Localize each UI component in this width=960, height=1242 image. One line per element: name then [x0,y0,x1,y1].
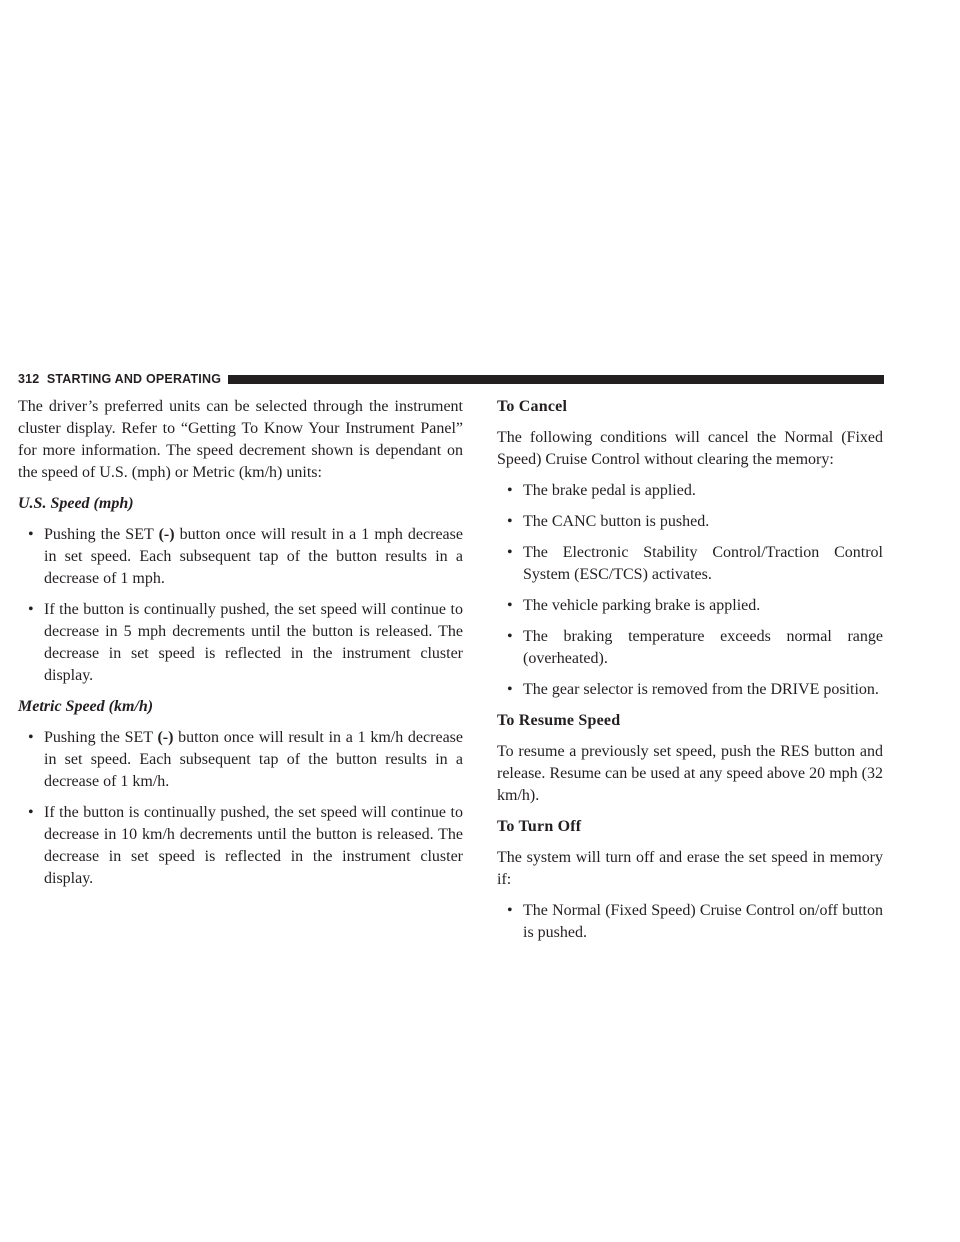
bullet-icon: • [507,902,513,919]
page-header-label [18,372,221,386]
list-item: • The Electronic Stability Control/Traction Control System (ESC/TCS) activates. [507,544,883,583]
list-item: • If the button is continually pushed, the set speed will continue to decrease in 10 km/h decrements until the button is released. The decrease in set speed is reflected in the instrument cluster display. [28,804,463,887]
turn-off-paragraph: The system will turn off and erase the set speed in memory if: [497,849,883,888]
section-title: STARTING AND OPERATING [46,372,222,386]
bullet-icon: • [28,526,34,543]
page-number: 312 [18,372,40,386]
page-header [18,369,884,389]
cancel-intro: The following conditions will cancel the Normal (Fixed Speed) Cruise Control without clearing the memory: [497,429,883,468]
resume-paragraph: To resume a previously set speed, push the RES button and release. Resume can be used at any speed above 20 mph (32 km/h). [497,743,883,804]
list-item: • The gear selector is removed from the DRIVE position. [497,679,883,701]
left-column [18,396,463,899]
list-item: • If the button is continually pushed, the set speed will continue to decrease in 5 mph decrements until the button is released. The decrease in set speed is reflected in the instrument cluster display. [28,601,463,684]
header-rule [228,375,884,384]
bullet-icon: • [507,482,513,499]
list-item: • The braking temperature exceeds normal range (overheated). [507,628,883,667]
set-minus-key: (-) [158,526,175,543]
bullet-icon: • [28,729,34,746]
metric-speed-heading: Metric Speed (km/h) [18,698,154,715]
bullet-icon: • [507,513,513,530]
bullet-icon: • [507,544,513,561]
cancel-list [497,480,883,701]
list-item: • The vehicle parking brake is applied. [497,595,883,617]
metric-speed-list [18,727,463,890]
turn-off-list [497,900,883,944]
bullet-icon: • [507,597,513,614]
list-item: • Pushing the SET (-) button once will result in a 1 km/h decrease in set speed. Each subsequent tap of the button results in a decrease of 1 km/h. [28,729,463,790]
list-item: • The Normal (Fixed Speed) Cruise Control on/off button is pushed. [507,902,883,941]
list-item: • The CANC button is pushed. [497,511,883,533]
bullet-icon: • [28,804,34,821]
us-speed-list [18,524,463,687]
bullet-icon: • [507,681,513,698]
us-speed-heading: U.S. Speed (mph) [18,495,134,512]
right-column [497,396,883,953]
to-resume-heading: To Resume Speed [497,712,621,729]
list-item: • Pushing the SET (-) button once will result in a 1 mph decrease in set speed. Each subsequent tap of the button results in a decrease of 1 mph. [28,526,463,587]
to-cancel-heading: To Cancel [497,398,568,415]
list-item: • The brake pedal is applied. [497,480,883,502]
intro-paragraph: The driver’s preferred units can be selected through the instrument cluster display. Refer to “Getting To Know Your Instrument Panel” for more information. The speed decrement shown is dependant on the speed of U.S. (mph) or Metric (km/h) units: [18,398,463,481]
to-turn-off-heading: To Turn Off [497,818,582,835]
bullet-icon: • [507,628,513,645]
bullet-icon: • [28,601,34,618]
set-minus-key: (-) [157,729,174,746]
